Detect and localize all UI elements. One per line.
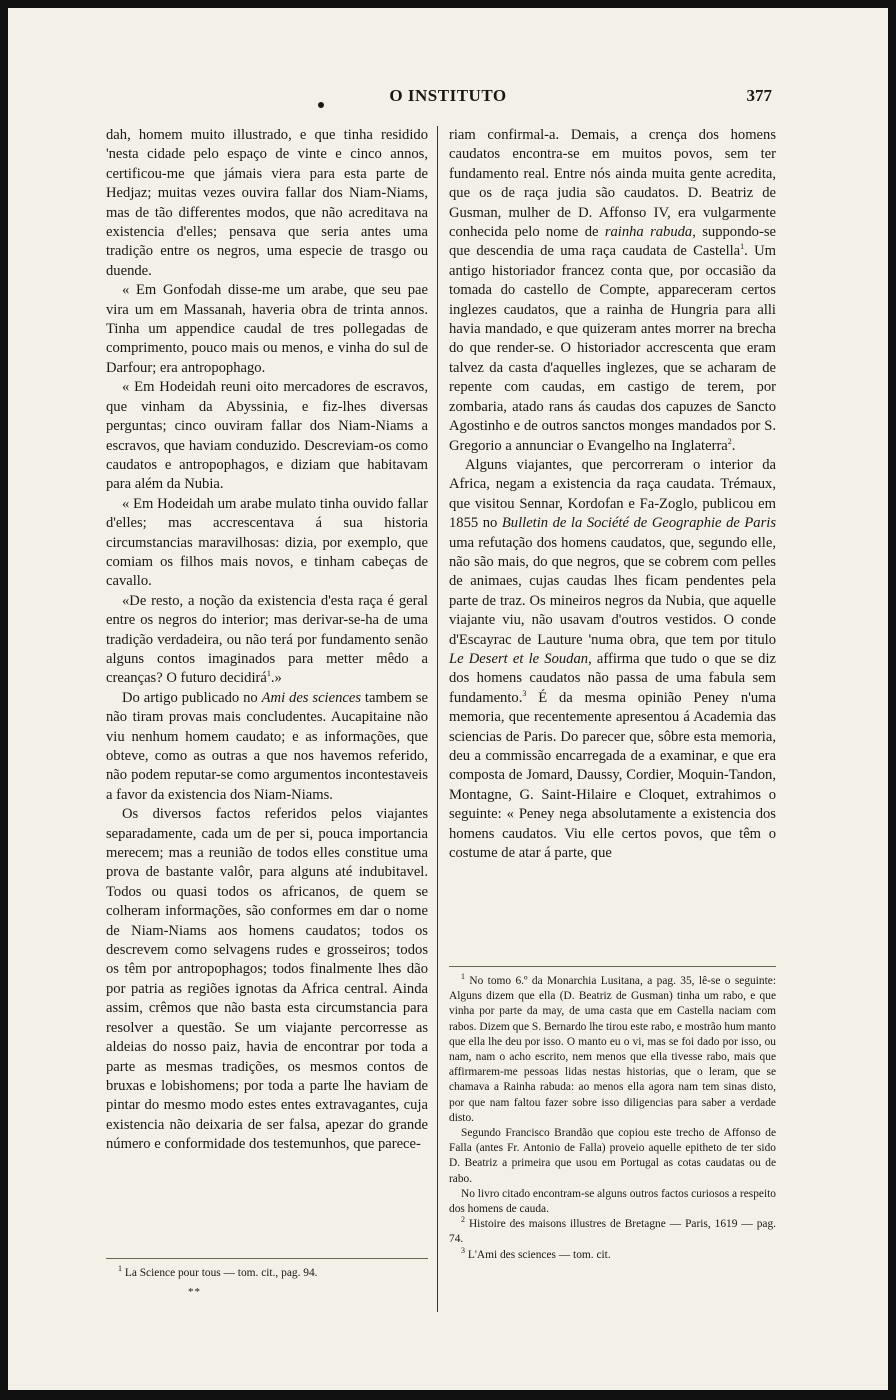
footnote-ref: 2	[727, 436, 732, 446]
footnote-mark: 2	[461, 1215, 465, 1225]
italic-title: Ami des sciences	[261, 689, 362, 706]
footnote	[449, 974, 776, 1126]
paragraph-text: .	[731, 437, 736, 454]
italic-title: Le Desert et le Soudan	[449, 650, 589, 667]
paragraph-text: tambem se não tiram provas mais concludentes. Aucapitaine não viu nenhum homem caudato; e as informações, que obteve, como as outras a que nos havemos referido, não podem reputar-se como argumentos incontestaveis a favor da existencia dos Niam-Niams.	[106, 689, 428, 803]
italic-title: Bulletin de la Société de Geographie de Paris	[501, 515, 777, 532]
footnote-text: La Science pour tous — tom. cit., pag. 94.	[124, 1267, 318, 1279]
footnote-mark: 3	[461, 1245, 465, 1255]
paragraph-text: Alguns viajantes, que percorreram o interior da Africa, negam a existencia da raça caudata. Trémaux, que visitou Sennar, Kordofan e Fa-Zoglo, publicou em 1855 no	[449, 456, 776, 532]
paragraph-text: .»	[270, 670, 282, 687]
right-column	[449, 126, 776, 863]
footnote-mark: 1	[118, 1264, 122, 1274]
footnote-mark: 1	[461, 972, 465, 982]
footnote-rule	[449, 966, 776, 967]
paragraph: « Em Gonfodah disse-me um arabe, que seu pae vira um em Massanah, haveria obra de trinta annos. Tinha um appendice caudal de tres pollegadas de comprimento, pouco mais ou menos, e vinha do sul de Darfour; era antropophago.	[106, 282, 428, 376]
paragraph: « Em Hodeidah um arabe mulato tinha ouvido fallar d'elles; mas accrescentava á sua historia circumstancias maravilhosas: dizia, por exemplo, que comiam os filhos mais novos, e tinham cabeças de cavallo.	[106, 495, 428, 590]
paragraph-text: . Um antigo historiador francez conta que, por occasião da tomada do castello de Compte, appareceram certos inglezes caudatos, que a rainha de Hungria para alli havia mandado, e que quizeram antes morrer na brecha do que render-se. O historiador accrescenta que eram talvez da casta d'aquelles inglezes, que se acharam de repente com caudas, em castigo de terem, por zombaria, atado rans ás caudas dos capuzes de Sancto Agostinho e de outros sanctos monges mandados por S. Gregorio a annunciar o Evangelho na Inglaterra	[449, 243, 776, 454]
book-page	[8, 8, 888, 1390]
column-divider	[437, 126, 438, 1312]
paragraph	[106, 689, 428, 805]
footnote	[106, 1266, 428, 1281]
journal-title: O INSTITUTO	[389, 86, 507, 105]
italic-term: rainha rabuda	[604, 224, 693, 241]
footnote	[449, 1245, 776, 1263]
footnote-ref: 1	[740, 242, 745, 252]
right-footnotes	[449, 974, 776, 1263]
footnote	[449, 1217, 776, 1247]
footnote-ref: 3	[522, 688, 527, 698]
paragraph-text: «De resto, a noção da existencia d'esta raça é geral entre os negros do interior; mas derivar-se-ha de uma tradição verdadeira, ou não terá por fundamento senão alguns contos imaginados para metter mêdo a creanças? O futuro decidirá	[106, 592, 428, 687]
footnote-text: Histoire des maisons illustres de Bretagne — Paris, 1619 — pag. 74.	[449, 1218, 776, 1246]
footnote-text: L'Ami des sciences — tom. cit.	[467, 1248, 611, 1261]
paragraph: dah, homem muito illustrado, e que tinha residido 'nesta cidade pelo espaço de vinte e cinco annos, certificou-me que jámais viera para esta parte de Hedjaz; muitas vezes ouvira fallar dos Niam-Niams, mas de tão differentes modos, que não acreditava na existencia d'elles; pensava que seria antes uma tradição entre os negros, uma especie de trasgo ou duende.	[106, 127, 428, 279]
footnote-rule	[106, 1258, 428, 1259]
footnote-text: No tomo 6.º da Monarchia Lusitana, a pag. 35, lê-se o seguinte: Alguns dizem que ella (D. Beatriz de Gusman) tinha um rabo, e que vinha por parte da may, de uma casta que em Castella naciam com rabos. Dizem que S. Bernardo lhe tirou este rabo, e mostrão hum manto que ella lhe deu por isso. O manto eu o vi, mas se foi dado por isso, ou nam, nam o acho escrito, nem menos que ella tivesse rabo, mais que affirmarem-me pessoas lidas nestas historias, que o leram, que se chamava a Rainha rabuda: ao menos ella agora nam tem sinas disto, por que nam faltou fazer sobre isso diligencias para saber a verdade disto.	[449, 975, 776, 1124]
footnote: No livro citado encontram-se alguns outros factos curiosos a respeito dos homens de cauda.	[449, 1187, 776, 1216]
signature-mark: **	[188, 1286, 201, 1298]
paragraph-text: Do artigo publicado no	[122, 689, 262, 706]
paragraph	[449, 126, 776, 456]
paragraph-text: É da mesma opinião Peney n'uma memoria, que recentemente apresentou á Academia das sciencias de Paris. Do parecer que, sôbre esta memoria, deu a commissão encarregada de a examinar, e que era composta de Jomard, Daussy, Cordier, Moquin-Tandon, Montagne, G. Saint-Hilaire e Cloquet, extrahimos o seguinte: « Peney nega absolutamente a existencia dos homens caudatos. Viu elle certos povos, que têm o costume de atar á parte, que	[449, 689, 776, 862]
paragraph-text: riam confirmal-a. Demais, a crença dos homens caudatos encontra-se em muitos povos, sem ter fundamento real. Entre nós ainda muita gente acredita, que os de raça judia são caudatos. D. Beatriz de Gusman, mulher de D. Affonso IV, era vulgarmente conhecida pelo nome de	[449, 127, 776, 241]
paragraph-text: uma refutação dos homens caudatos, que, segundo elle, não são mais, do que negros, que se cobrem com pelles de animaes, cujas caudas lhes ficam pendentes pela parte de traz. Os mineiros negros da Nubia, que aquelle viajante viu, não usavam d'outros vestidos. O conde d'Escayrac de Lauture 'numa obra, que tem por titulo	[449, 534, 776, 648]
paragraph	[106, 592, 428, 689]
paragraph: « Em Hodeidah reuni oito mercadores de escravos, que vinham da Abyssinia, e fiz-lhes diversas perguntas; cinco ouviram fallar dos Niam-Niams a escravos, que haviam conduzido. Descreviam-os como caudatos e antropophagos, e diziam que habitavam para além da Nubia.	[106, 379, 428, 493]
page-number: 377	[746, 86, 772, 105]
paragraph-text: , affirma que tudo o que se diz dos homens caudatos não passa de uma fabula sem fundamento.	[449, 650, 776, 706]
running-head	[8, 86, 888, 110]
footnote-ref: 1	[266, 669, 271, 679]
footnote: Segundo Francisco Brandão que copiou este trecho de Affonso de Falla (antes Fr. Antonio de Falla) proveio aquelle epitheto de ter sido D. Beatriz a primeira que usou em Portugal as cotas caudatas ou de rabo.	[449, 1127, 776, 1185]
paragraph: Os diversos factos referidos pelos viajantes separadamente, cada um de per si, pouca importancia merecem; mas a reunião de todos elles constitue uma prova de bastante valôr, para alguns até indubitavel. Todos ou quasi todos os africanos, de quem se colheram informações, são conformes em dar o nome de Niam-Niams aos homens caudatos; todos os descrevem como selvagens rudes e grosseiros; todos os têm por antropophagos; todos finalmente lhes dão por patria as regiões ignotas da Africa central. Ainda assim, crêmos que não basta esta circumstancia para resolver a questão. Se um viajante percorresse as aldeias do nosso paiz, havia de encontrar por toda a parte as mesmas tradições, os mesmos contos de bruxas e lobishomens; por toda a parte lhe haviam de pintar do mesmo modo estes entes extravagantes, cuja existencia não deixaria de ser falsa, apezar do grande número e conformidade dos testemunhos, que parece-	[106, 806, 428, 1153]
left-column	[106, 126, 428, 1155]
left-footnotes	[106, 1266, 428, 1281]
paragraph-text: , suppondo-se que descendia de uma raça caudata de Castella	[449, 224, 776, 260]
paragraph	[449, 456, 776, 864]
